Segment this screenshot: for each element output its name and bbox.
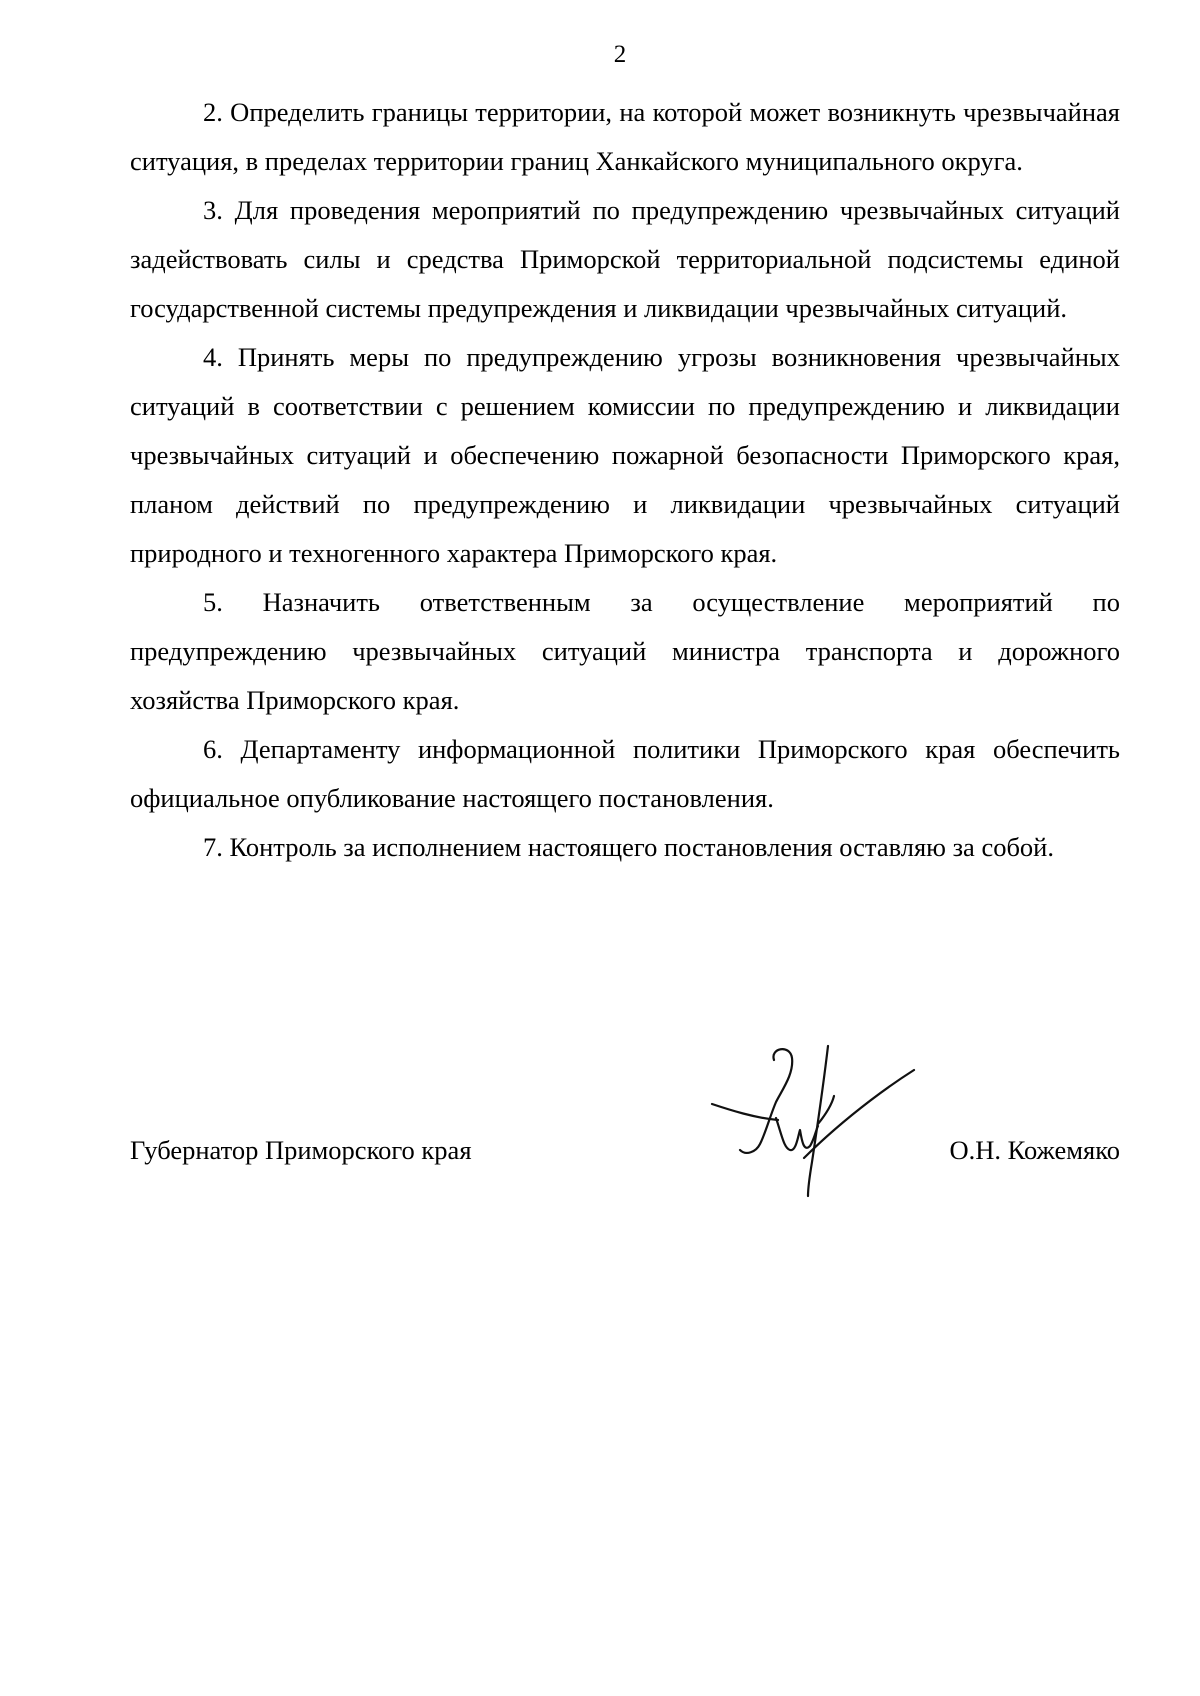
handwritten-signature [700, 1040, 930, 1200]
paragraph-3: 3. Для проведения мероприятий по предупреждению чрезвычайных ситуаций задействовать силы и средства Приморской территориальной подсистемы единой государственной системы предупреждения и ликвидации чрезвычайных ситуаций. [130, 195, 1120, 323]
document-body [130, 88, 1120, 872]
signer-name: О.Н. Кожемяко [949, 1135, 1120, 1165]
paragraph-2: 2. Определить границы территории, на которой может возникнуть чрезвычайная ситуация, в пределах территории границ Ханкайского муниципального округа. [130, 97, 1120, 176]
paragraph-7: 7. Контроль за исполнением настоящего постановления оставляю за собой. [203, 832, 1054, 862]
signature-block [130, 1040, 1120, 1200]
signer-position: Губернатор Приморского края [130, 1135, 472, 1165]
paragraph-5: 5. Назначить ответственным за осуществление мероприятий по предупреждению чрезвычайных ситуаций министра транспорта и дорожного хозяйства Приморского края. [130, 587, 1120, 715]
paragraph-6: 6. Департаменту информационной политики Приморского края обеспечить официальное опубликование настоящего постановления. [130, 734, 1120, 813]
paragraph-4: 4. Принять меры по предупреждению угрозы возникновения чрезвычайных ситуаций в соответствии с решением комиссии по предупреждению и ликвидации чрезвычайных ситуаций и обеспечению пожарной безопасности Приморского края, планом действий по предупреждению и ликвидации чрезвычайных ситуаций природного и техногенного характера Приморского края. [130, 342, 1120, 568]
page-number: 2 [613, 41, 627, 68]
